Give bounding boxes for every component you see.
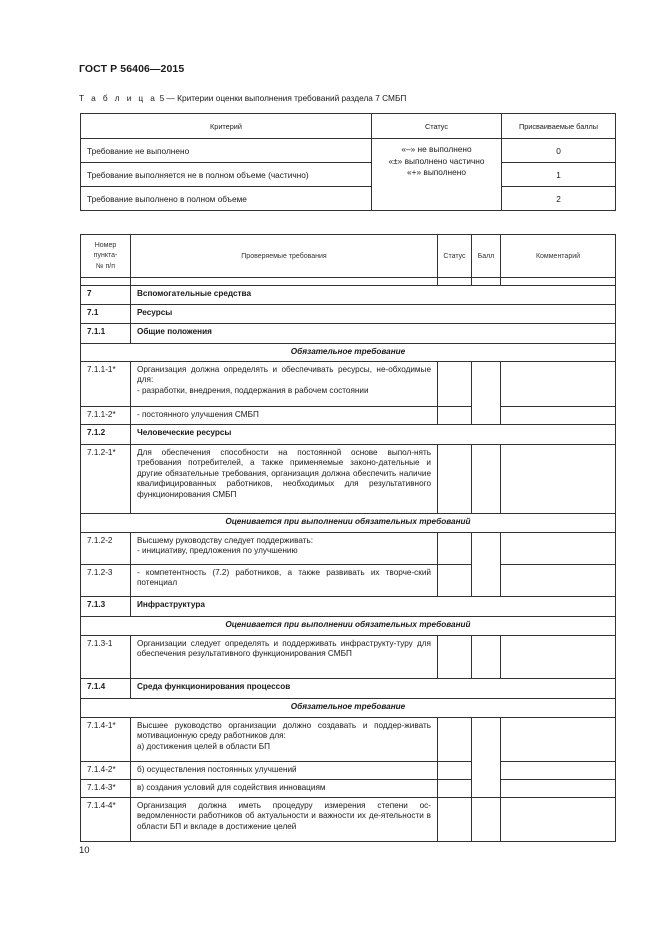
- requirement-text: б) осуществления постоянных улучшений: [131, 762, 438, 780]
- score-cell[interactable]: [472, 636, 501, 679]
- status-cell[interactable]: [438, 636, 472, 679]
- table-row: [81, 617, 616, 636]
- criteria-header-criterion: Критерий: [81, 114, 372, 139]
- requirement-text: Организации следует определять и поддерживать инфраструкту-туру для обеспечения результативного функционирования СМБП: [131, 636, 438, 679]
- comment-cell[interactable]: [501, 445, 616, 514]
- requirement-text: Для обеспечения способности на постоянной основе выпол-нять требования потребителей, а также применяемые законо-дательные и другие обязательные требования, организация должна обеспечить наличие квалифицированных работников, необходимых для результативного функционирования СМБП: [131, 445, 438, 514]
- header-score: Балл: [472, 235, 501, 278]
- section-label: Обязательное требование: [81, 344, 616, 362]
- item-number: 7.1.2-3: [81, 565, 131, 597]
- header-item-number-line: Номер: [94, 241, 117, 249]
- item-number: 7.1.4-3*: [81, 780, 131, 798]
- table-caption-prefix: Т а б л и ц а: [79, 93, 158, 103]
- status-cell[interactable]: [438, 762, 472, 780]
- criteria-header-status: Статус: [372, 114, 502, 139]
- item-number: 7.1.4-4*: [81, 798, 131, 842]
- table-row: [81, 636, 616, 679]
- table-row: [81, 305, 616, 324]
- item-number: 7.1.1: [81, 324, 131, 344]
- status-cell[interactable]: [438, 533, 472, 565]
- table-row: [81, 344, 616, 362]
- score-cell: 1: [502, 163, 616, 187]
- requirement-text: Высшее руководство организации должно создавать и поддер-живать мотивационную среду работников для: а) достижения целей в области БП: [131, 718, 438, 762]
- requirement-text: - компетентность (7.2) работников, а также развивать их творче-ский потенциал: [131, 565, 438, 597]
- status-legend-line: «±» выполнено частично: [388, 155, 485, 166]
- score-cell[interactable]: [472, 362, 501, 425]
- requirements-table: [80, 234, 616, 842]
- criteria-table: [80, 113, 616, 211]
- item-number: 7.1.3-1: [81, 636, 131, 679]
- item-heading: Человеческие ресурсы: [131, 425, 616, 445]
- table-row: [81, 445, 616, 514]
- table-row: [81, 407, 616, 425]
- item-number: 7.1.1-2*: [81, 407, 131, 425]
- criteria-row: [81, 163, 616, 187]
- item-number: 7.1.4: [81, 679, 131, 699]
- table-row: [81, 718, 616, 762]
- table-row: [81, 679, 616, 699]
- table-row: [81, 324, 616, 344]
- table-row: [81, 514, 616, 533]
- status-cell[interactable]: [438, 407, 472, 425]
- comment-cell[interactable]: [501, 407, 616, 425]
- table-row: [81, 362, 616, 407]
- section-label: Оценивается при выполнении обязательных требований: [81, 514, 616, 533]
- spacer-row: [81, 278, 616, 286]
- criterion-cell: Требование не выполнено: [81, 139, 372, 163]
- comment-cell[interactable]: [501, 533, 616, 565]
- status-legend-line: «+» выполнено: [407, 167, 466, 177]
- criteria-row: [81, 139, 616, 163]
- requirement-text: в) создания условий для содействия инновациям: [131, 780, 438, 798]
- comment-cell[interactable]: [501, 718, 616, 762]
- requirements-header-row: [81, 235, 616, 278]
- section-label: Оценивается при выполнении обязательных требований: [81, 617, 616, 636]
- item-heading: Среда функционирования процессов: [131, 679, 616, 699]
- item-number: 7.1.2-2: [81, 533, 131, 565]
- score-cell[interactable]: [472, 798, 501, 842]
- comment-cell[interactable]: [501, 636, 616, 679]
- item-number: 7.1.4-1*: [81, 718, 131, 762]
- criteria-header-score: Присваиваемые баллы: [502, 114, 616, 139]
- status-cell[interactable]: [438, 445, 472, 514]
- comment-cell[interactable]: [501, 362, 616, 407]
- header-item-number-line: № п/п: [96, 262, 115, 270]
- page-number: 10: [79, 845, 90, 856]
- score-cell: 0: [502, 139, 616, 163]
- table-row: [81, 699, 616, 718]
- item-number: 7.1: [81, 305, 131, 324]
- item-number: 7.1.4-2*: [81, 762, 131, 780]
- table-row: [81, 762, 616, 780]
- status-legend-line: «–» не выполнено: [401, 144, 472, 154]
- table-caption: [79, 93, 406, 103]
- comment-cell[interactable]: [501, 798, 616, 842]
- table-row: [81, 425, 616, 445]
- item-number: 7.1.2-1*: [81, 445, 131, 514]
- table-row: [81, 798, 616, 842]
- comment-cell[interactable]: [501, 762, 616, 780]
- item-number: 7.1.3: [81, 597, 131, 617]
- comment-cell[interactable]: [501, 565, 616, 597]
- item-number: 7: [81, 286, 131, 305]
- item-heading: Общие положения: [131, 324, 616, 344]
- requirement-text: Высшему руководству следует поддерживать: - инициативу, предложения по улучшению: [131, 533, 438, 565]
- item-number: 7.1.1-1*: [81, 362, 131, 407]
- header-item-number-line: пункта-: [93, 252, 118, 260]
- item-heading: Инфраструктура: [131, 597, 616, 617]
- criteria-header-row: [81, 114, 616, 139]
- status-cell[interactable]: [438, 718, 472, 762]
- header-item-number: [81, 235, 131, 278]
- table-caption-text: 5 — Критерии оценки выполнения требований раздела 7 СМБП: [159, 93, 407, 103]
- criteria-row: [81, 187, 616, 211]
- score-cell[interactable]: [472, 718, 501, 798]
- comment-cell[interactable]: [501, 780, 616, 798]
- score-cell[interactable]: [472, 533, 501, 597]
- requirement-text: Организация должна иметь процедуру измерения степени ос-ведомленности работников об актуальности и важности их де-ятельности в области БП и вкладе в достижение целей: [131, 798, 438, 842]
- requirement-text: Организация должна определять и обеспечивать ресурсы, не-обходимые для: - разработки, внедрения, поддержания в рабочем состоянии: [131, 362, 438, 407]
- status-legend-cell: [372, 139, 502, 211]
- header-status: Статус: [438, 235, 472, 278]
- status-cell[interactable]: [438, 798, 472, 842]
- table-row: [81, 780, 616, 798]
- table-row: [81, 597, 616, 617]
- table-row: [81, 565, 616, 597]
- requirement-text: - постоянного улучшения СМБП: [131, 407, 438, 425]
- header-requirements: Проверяемые требования: [131, 235, 438, 278]
- score-cell: 2: [502, 187, 616, 211]
- item-heading: Вспомогательные средства: [131, 286, 616, 305]
- score-cell[interactable]: [472, 445, 501, 514]
- table-row: [81, 533, 616, 565]
- section-label: Обязательное требование: [81, 699, 616, 718]
- criterion-cell: Требование выполнено в полном объеме: [81, 187, 372, 211]
- status-cell[interactable]: [438, 362, 472, 407]
- document-title: ГОСТ Р 56406—2015: [79, 63, 185, 75]
- criterion-cell: Требование выполняется не в полном объеме (частично): [81, 163, 372, 187]
- status-cell[interactable]: [438, 780, 472, 798]
- item-heading: Ресурсы: [131, 305, 616, 324]
- header-comments: Комментарий: [501, 235, 616, 278]
- table-row: [81, 286, 616, 305]
- item-number: 7.1.2: [81, 425, 131, 445]
- status-cell[interactable]: [438, 565, 472, 597]
